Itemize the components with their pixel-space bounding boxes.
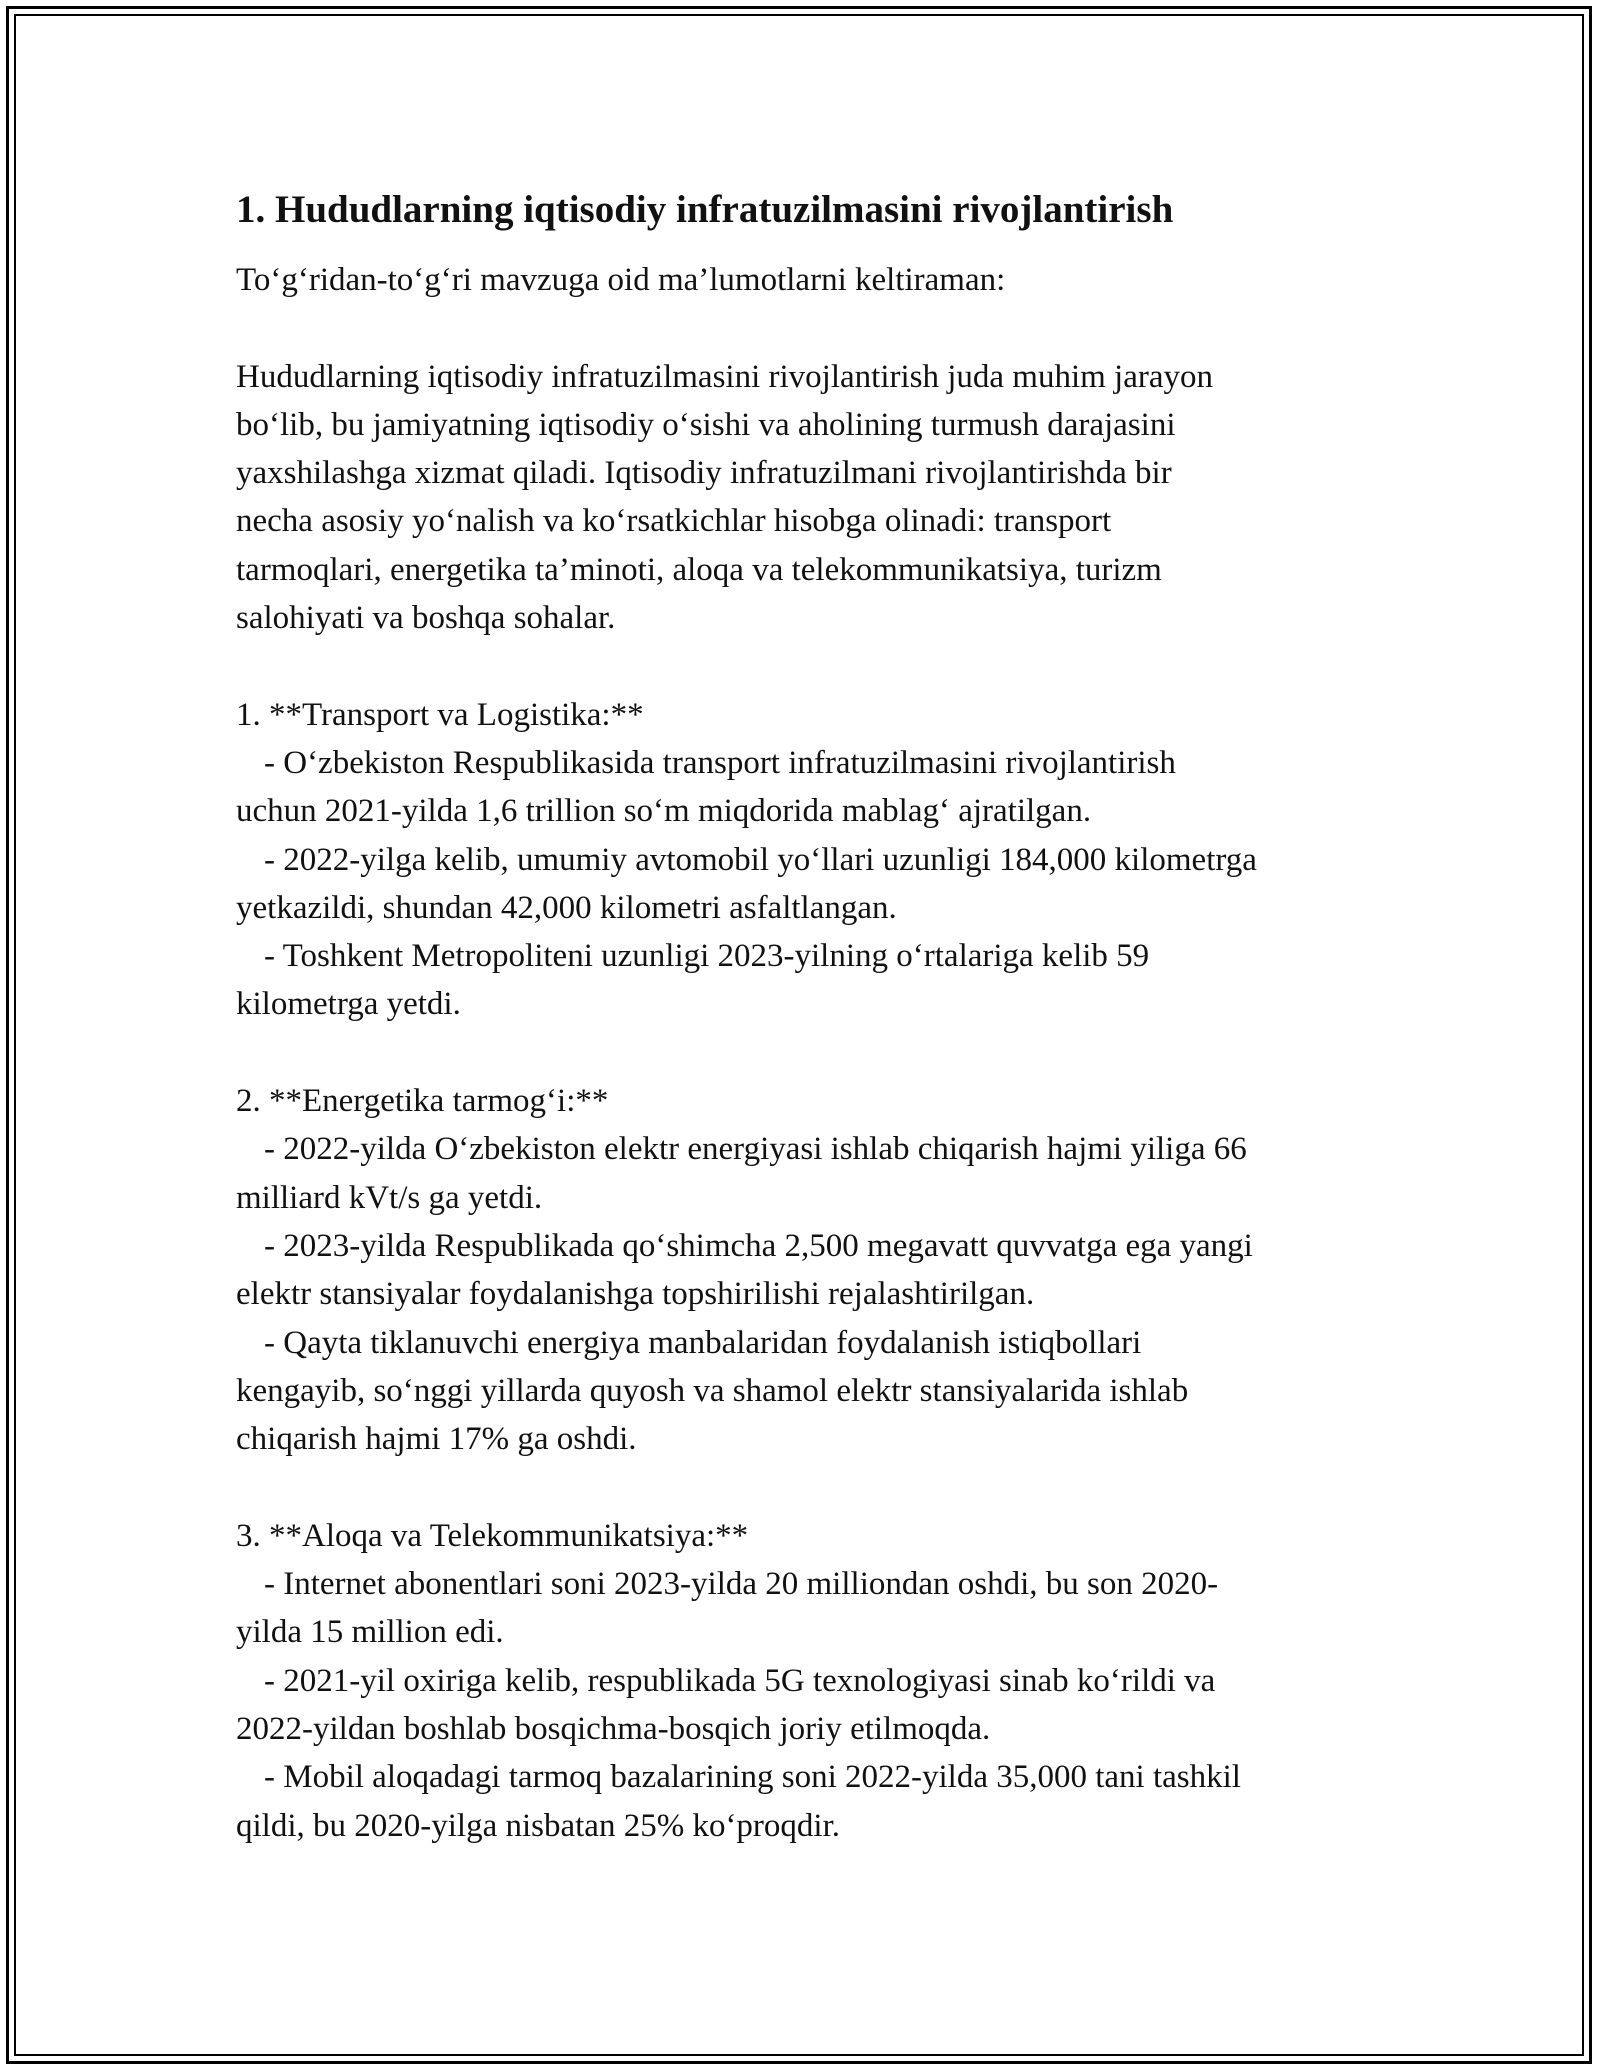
bullet-line: - Internet abonentlari soni 2023-yilda 20 milliondan oshdi, bu son 2020- (264, 1566, 1219, 1603)
bullet-continuation: yetkazildi, shundan 42,000 kilometri asfaltlangan. (236, 889, 897, 926)
intro-line: To‘g‘ridan-to‘g‘ri mavzuga oid ma’lumotlarni keltiraman: (236, 262, 1006, 298)
bullet-line: - Mobil aloqadagi tarmoq bazalarining soni 2022-yilda 35,000 tani tashkil (264, 1759, 1241, 1796)
blank-line (236, 1029, 1416, 1077)
document-body (236, 186, 1416, 1850)
document-heading: 1. Hududlarning iqtisodiy infratuzilmasini rivojlantirish (236, 188, 1174, 231)
section-telecom (236, 1512, 1416, 1850)
bullet-continuation: uchun 2021-yilda 1,6 trillion so‘m miqdorida mablag‘ ajratilgan. (236, 793, 1092, 830)
bullet-line: - 2022-yilga kelib, umumiy avtomobil yo‘llari uzunligi 184,000 kilometrga (264, 841, 1257, 878)
section-title: 2. **Energetika tarmog‘i:** (236, 1083, 609, 1120)
paragraph-line: tarmoqlari, energetika ta’minoti, aloqa va telekommunikatsiya, turizm (236, 551, 1162, 588)
bullet-line: - O‘zbekiston Respublikasida transport infratuzilmasini rivojlantirish (264, 744, 1176, 781)
bullet-continuation: yilda 15 million edi. (236, 1614, 504, 1651)
blank-line (236, 304, 1416, 352)
bullet-line: - Qayta tiklanuvchi energiya manbalaridan foydalanish istiqbollari (264, 1324, 1142, 1361)
bullet-line: - 2022-yilda O‘zbekiston elektr energiyasi ishlab chiqarish hajmi yiliga 66 (264, 1131, 1247, 1168)
bullet-continuation: 2022-yildan boshlab bosqichma-bosqich joriy etilmoqda. (236, 1710, 991, 1747)
paragraph-line: salohiyati va boshqa sohalar. (236, 600, 616, 637)
bullet-continuation: milliard kVt/s ga yetdi. (236, 1179, 543, 1216)
paragraph-line: yaxshilashga xizmat qiladi. Iqtisodiy infratuzilmani rivojlantirishda bir (236, 455, 1172, 492)
section-energy (236, 1077, 1416, 1463)
bullet-continuation: chiqarish hajmi 17% ga oshdi. (236, 1421, 637, 1458)
bullet-continuation: kilometrga yetdi. (236, 986, 461, 1023)
bullet-line: - 2023-yilda Respublikada qo‘shimcha 2,500 megavatt quvvatga ega yangi (264, 1227, 1253, 1264)
bullet-line: - 2021-yil oxiriga kelib, respublikada 5G texnologiyasi sinab ko‘rildi va (264, 1662, 1216, 1699)
bullet-continuation: kengayib, so‘nggi yillarda quyosh va shamol elektr stansiyalarida ishlab (236, 1372, 1189, 1409)
section-title: 3. **Aloqa va Telekommunikatsiya:** (236, 1517, 749, 1554)
section-title: 1. **Transport va Logistika:** (236, 696, 644, 733)
bullet-continuation: elektr stansiyalar foydalanishga topshirilishi rejalashtirilgan. (236, 1276, 1035, 1313)
paragraph-line: necha asosiy yo‘nalish va ko‘rsatkichlar hisobga olinadi: transport (236, 503, 1112, 540)
paragraph-line: bo‘lib, bu jamiyatning iqtisodiy o‘sishi va aholining turmush darajasini (236, 406, 1176, 443)
intro-paragraph (236, 353, 1416, 643)
bullet-line: - Toshkent Metropoliteni uzunligi 2023-yilning o‘rtalariga kelib 59 (264, 938, 1150, 975)
paragraph-line: Hududlarning iqtisodiy infratuzilmasini rivojlantirish juda muhim jarayon (236, 358, 1214, 395)
blank-line (236, 1463, 1416, 1511)
section-transport (236, 691, 1416, 1029)
bullet-continuation: qildi, bu 2020-yilga nisbatan 25% ko‘proqdir. (236, 1807, 841, 1844)
blank-line (236, 642, 1416, 690)
